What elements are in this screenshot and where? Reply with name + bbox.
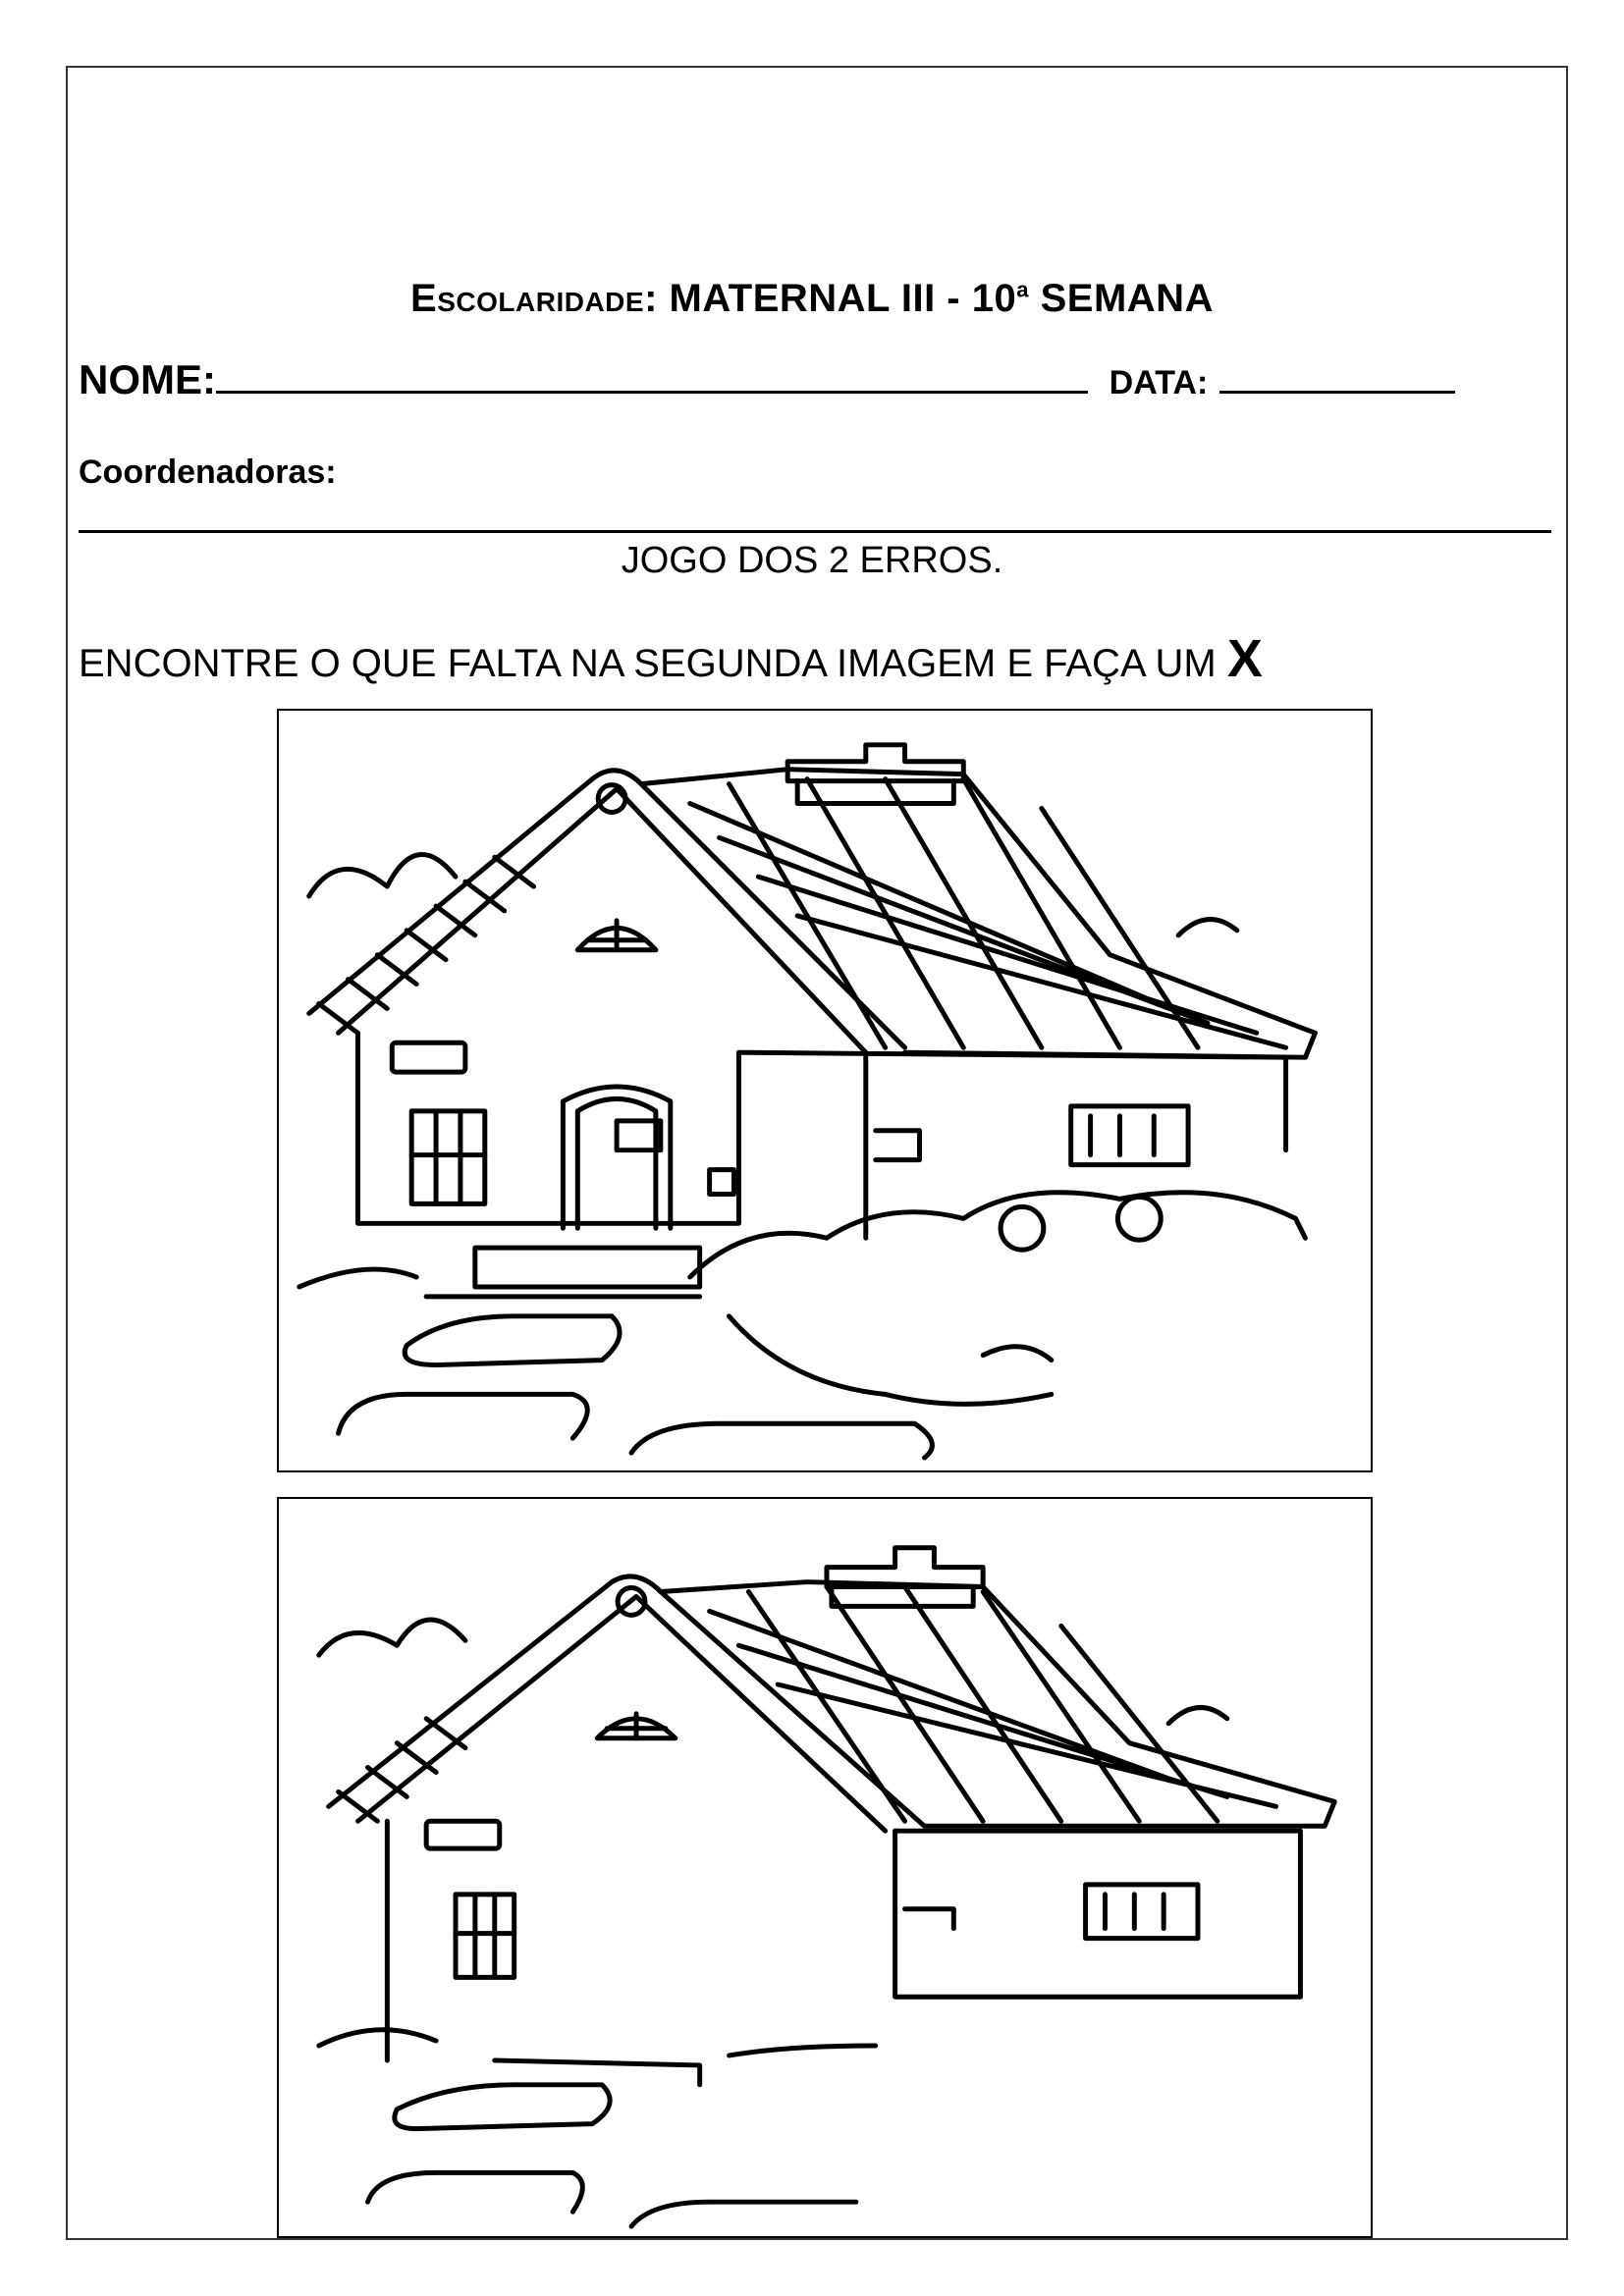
x-mark: X (1226, 629, 1263, 688)
instruction-text: ENCONTRE O QUE FALTA NA SEGUNDA IMAGEM E FAÇA UM (79, 642, 1217, 685)
grade-label: MATERNAL III - 10 (669, 277, 1017, 320)
house-picture-modified[interactable] (277, 1497, 1373, 2238)
school-label: Escolaridade: (410, 277, 658, 320)
name-field[interactable] (216, 355, 1088, 394)
game-title: JOGO DOS 2 ERROS. (621, 540, 1003, 581)
date-field[interactable] (1219, 355, 1455, 394)
instruction (79, 628, 1263, 689)
date-label: DATA: (1109, 364, 1209, 401)
house-drawing-icon (279, 1499, 1371, 2236)
school-grade-heading (0, 277, 1624, 321)
house-picture-complete[interactable] (277, 709, 1373, 1472)
ordinal-mark: a (1016, 277, 1029, 302)
name-label: NOME: (79, 356, 216, 402)
week-label: SEMANA (1040, 277, 1214, 320)
divider (79, 530, 1551, 533)
name-date-row (79, 355, 1492, 403)
coordinators-label: Coordenadoras: (79, 454, 337, 491)
house-drawing-icon (279, 711, 1371, 1470)
